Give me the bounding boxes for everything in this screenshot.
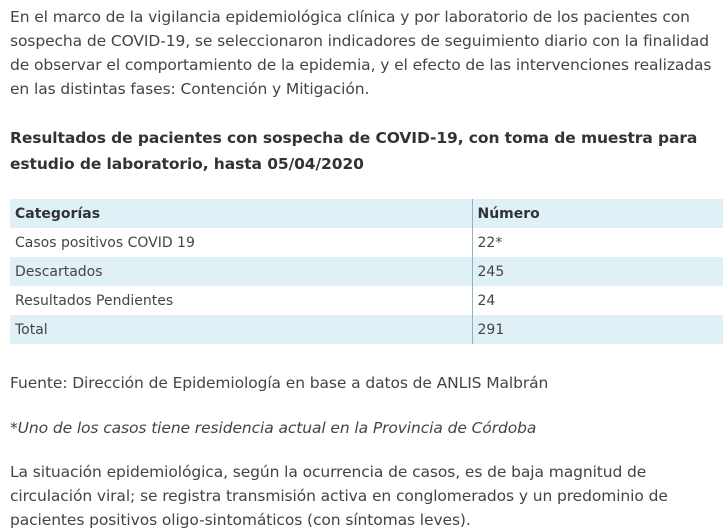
row-casos-positivos-value: 22* — [472, 228, 723, 257]
table-header-row — [10, 199, 723, 228]
source-text: Fuente: Dirección de Epidemiología en base a datos de ANLIS Malbrán — [10, 374, 549, 392]
table-row — [10, 257, 723, 286]
table-row — [10, 315, 723, 344]
report-page — [0, 5, 727, 529]
row-total-label: Total — [15, 321, 48, 338]
row-casos-positivos-label: Casos positivos COVID 19 — [15, 234, 195, 251]
row-pendientes-label: Resultados Pendientes — [15, 292, 174, 309]
intro-paragraph: En el marco de la vigilancia epidemiológica clínica y por laboratorio de los pacientes con sospecha de COVID-19, se seleccionaron indicadores de seguimiento diario con la finalidad de observar el comportamiento de la epidemia, y el efecto de las intervenciones realizadas en las distintas fases: Contención y Mitigación. — [10, 8, 712, 98]
table-title: Resultados de pacientes con sospecha de COVID-19, con toma de muestra para estudio de laboratorio, hasta 05/04/2020 — [10, 129, 698, 173]
header-categorias: Categorías — [15, 205, 101, 222]
row-pendientes-value: 24 — [472, 286, 723, 315]
row-descartados-label: Descartados — [15, 263, 103, 280]
footnote-text: *Uno de los casos tiene residencia actual en la Provincia de Córdoba — [10, 419, 537, 437]
closing-paragraph: La situación epidemiológica, según la ocurrencia de casos, es de baja magnitud de circulación viral; se registra transmisión activa en conglomerados y un predominio de pacientes positivos oligo-sintomáticos (con síntomas leves). — [10, 463, 668, 529]
row-descartados-value: 245 — [472, 257, 723, 286]
row-total-value: 291 — [472, 315, 723, 344]
header-numero: Número — [472, 199, 723, 228]
results-table — [10, 199, 723, 344]
table-row — [10, 228, 723, 257]
table-row — [10, 286, 723, 315]
